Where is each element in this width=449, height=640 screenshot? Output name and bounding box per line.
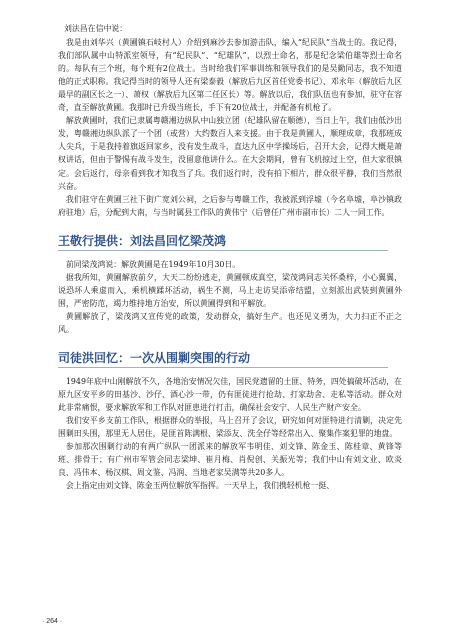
paragraph: 解放黄圃时，我们已隶属粤赣湘边纵队中山独立团（纪雄队留在顺德），当日上午，我们由低沙出发，粤赣湘边纵队派了一个团（或营）大约数百人来支援。由于我是黄圃人，顺理成章，我那班成人尖兵，于是我持着旗返回家乡，没有发生战斗，直达九区中学操场后，召开大会，记得大概是萧权讲话，但由于警惕有战斗发生，没留意他讲什么。在大会期间，曾有飞机掠过上空，但大家很镇定。会后返行，母亲看到我才知我当了兵。我们返行时，没有拍下相片，群众很平静，我们当然很兴奋。 bbox=[58, 116, 402, 191]
page-content bbox=[58, 22, 402, 492]
paragraph: 1949年底中山刚解放不久，各地治安情况欠佳，国民党遗留的土匪、特务，四处搞破坏活动，在原九区安平乡的田基沙、沙仔、酒心沙一带，仍有匪徒进行抢劫、打家劫舍、走私等活动。群众对此非常痛恨，要求解放军和工作队对匪患进行打击，确保社会安宁、人民生产财产安全。 bbox=[58, 376, 402, 413]
paragraph: 黄圃解放了，梁茂鸿又宣传党的政策，发动群众，搞好生产。也还见义勇为，大力扫正不正之风。 bbox=[58, 311, 402, 334]
paragraph: 会上指定由刘文锋、陈金玉两位解放军指挥。一天早上，我们携轻机枪一挺、 bbox=[65, 481, 335, 491]
section-wang-jingxing bbox=[58, 232, 402, 336]
paragraph: 前同梁茂鸿说：解放黄圃是在1949年10月30日。 bbox=[65, 259, 241, 269]
paragraph: 我们驻守在黄圃三社下街广宽刘公祠，之后参与粤赣工作，我被派到浮墟（今名阜墟，阜沙镇政府驻地）后，分配到大南，与当时属县工作队的黄伟宁（后曾任广州市副市长）二人一同工作。 bbox=[58, 194, 402, 217]
page-number: · 264 · bbox=[42, 618, 63, 625]
section-situ-hong bbox=[58, 349, 402, 492]
paragraph: 我是由刘华兴（黄圃镇石岐村人）介绍到麻沙去参加游击队，编入“纪民队”当战士的。我记得，我们部队属中山特派室领导，有“纪民队”、“纪雄队”，以烈士命名，那是纪念梁伯雄等烈士命名的。每队有三个班，每个班有2位战士。当时给我们军事训练和领导我们的是吴勤同志，我不知道他的正式职称。我记得当时的领导人还有梁泰毅（解放后九区首任党委书记）、邓永年（解放后九区最早的副区长之一）、萧权（解放后九区第二任区长）等。解放以后，我们队伍也有参加，驻守在容奇，直至解放黄圃。我那时已升级当班长，手下有20位战士，并配备有机枪了。 bbox=[58, 38, 402, 113]
paragraph: 参加那次围剿行动的有两广纵队一团派来的解放军韦明佳、刘文锋、陈金玉、陈桂章、黄锋等班、排骨干；有广州市军管会同志梁坤、崔月梅、肖倪创、关振光等；我们中山有刘文业、欧炎良、冯伟本、杨汉棋、周文鉴、冯润、当地老家吴满等共20多人。 bbox=[58, 442, 402, 478]
section-heading: 司徒洪回忆：一次从围剿突围的行动 bbox=[58, 349, 388, 368]
paragraph: 我们安平乡支前工作队，根据群众的举报，马上召开了会议，研究如何对匪特进行清剿，决定先围剿田头围，那里无人居住，是匪首陈满根、梁添友、洗全仔等经常出入、聚集作案犯罪的地盘。 bbox=[58, 416, 402, 439]
section-liu-fachang-letter bbox=[58, 22, 402, 219]
section-heading: 王敬行提供：刘法昌回忆梁茂鸿 bbox=[58, 232, 388, 251]
letter-intro: 刘法昌在信中说： bbox=[64, 24, 128, 33]
paragraph: 据我所知，黄圃解放前夕，大天二纷纷逃走，黄圃顿成真空，梁茂鸿同志关怀桑梓，小心翼翼，说恐坏人乘虚而入，乘机横蹂坏活动，祸生不测，马上走访吴添帝结盟，立刻派出武装到黄圃外围，严密防范，竭力维持地方治安，所以黄圃得到和平解放。 bbox=[58, 272, 402, 308]
